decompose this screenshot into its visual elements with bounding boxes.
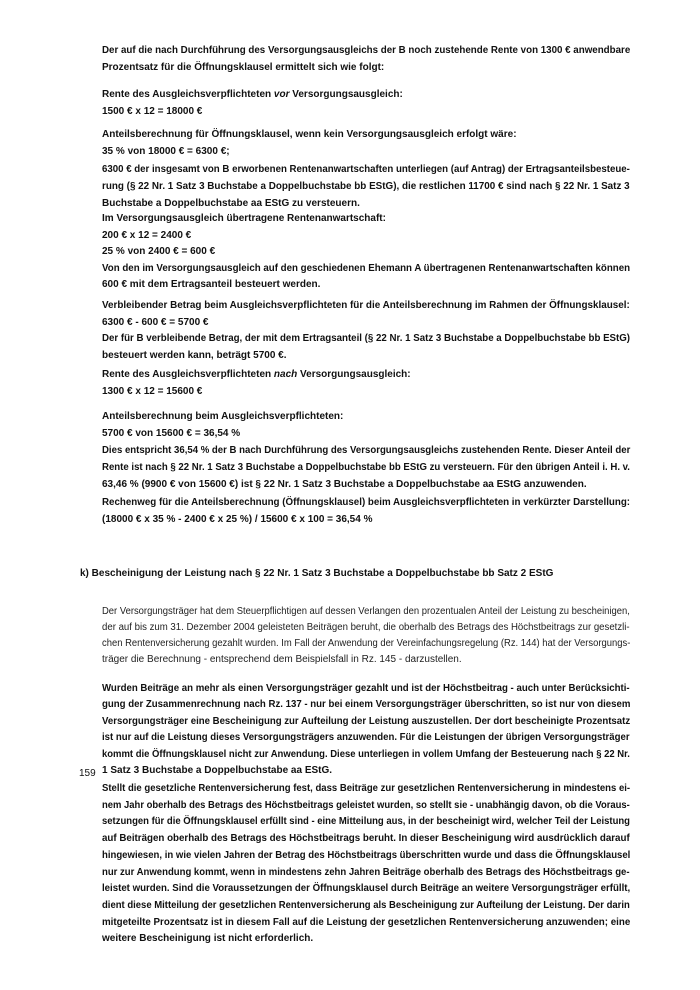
text-segment: Versorgungsausgleich: [289,89,403,100]
text-line: setzungen für die Öffnungsklausel erfüllt sind - eine Mitteilung aus, in der bescheinigt wird, welcher Teil der Leistung [102,816,630,828]
text-line: 6300 € der insgesamt von B erworbenen Rentenanwartschaften unterliegen (auf Antrag) der Ertragsanteilsbesteue- [102,163,630,175]
text-line: 200 € x 12 = 2400 € [102,229,192,241]
text-line: 35 % von 18000 € = 6300 €; [102,146,230,158]
text-line: Buchstabe a Doppelbuchstabe aa EStG zu versteuern. [102,198,360,210]
text-line: dient diese Mitteilung der gesetzlichen Rentenversicherung als Bescheinigung zur Aufteilung der Leistung. Der darin [102,899,630,911]
text-segment: Rente des Ausgleichsverpflichteten [102,89,274,100]
text-line: Prozentsatz für die Öffnungsklausel ermittelt sich wie folgt: [102,62,385,73]
text-line: Stellt die gesetzliche Rentenversicherung fest, dass Beiträge zur gesetzlichen Rentenversicherung in mindestens ei- [102,783,631,794]
text-line: 6300 € - 600 € = 5700 € [102,316,209,328]
text-line: gung der Zusammenrechnung nach Rz. 137 - nur bei einem Versorgungsträger überschritten, so ist nur von diesem [102,699,631,711]
text-line: Dies entspricht 36,54 % der B nach Durchführung des Versorgungsausgleichs zustehenden Rente. Dieser Anteil der [102,445,631,456]
emphasis-text: vor [273,89,290,100]
text-line: (18000 € x 35 % - 2400 € x 25 %) / 15600 € x 100 = 36,54 % [102,513,373,525]
text-line [102,368,411,381]
text-line: Der auf die nach Durchführung des Versorgungsausgleichs der B noch zustehende Rente von 1300 € anwendbare [102,45,631,56]
text-line: Anteilsberechnung beim Ausgleichsverpflichteten: [102,411,344,422]
text-line: 63,46 % (9900 € von 15600 €) ist § 22 Nr. 1 Satz 3 Buchstabe a Doppelbuchstabe aa EStG anzuwenden. [102,479,587,490]
text-line: träger die Berechnung - entsprechend dem Beispielsfall in Rz. 145 - darzustellen. [102,654,462,665]
emphasis-text: nach [273,369,298,380]
text-line: Von den im Versorgungsausgleich auf den geschiedenen Ehemann A übertragenen Rentenanwartschaften können [102,262,631,274]
text-line: mitgeteilte Prozentsatz ist in diesem Fall auf die Leistung der gesetzlichen Rentenversicherung anzuwenden; eine [102,916,631,928]
text-line: 25 % von 2400 € = 600 € [102,246,216,257]
text-line: besteuert werden kann, beträgt 5700 €. [102,350,287,362]
text-line: Wurden Beiträge an mehr als einen Versorgungsträger gezahlt und ist der Höchstbeitrag - auch unter Berücksichti- [102,683,630,694]
text-line: Verbleibender Betrag beim Ausgleichsverpflichteten für die Anteilsberechnung im Rahmen der Öffnungsklausel: [102,300,630,311]
text-line: Im Versorgungsausgleich übertragene Rentenanwartschaft: [102,213,386,224]
text-line: auf Beiträgen oberhalb des Betrags des Höchstbeitrags beruht. In dieser Bescheinigung wird ausdrücklich darauf [102,833,630,845]
text-line: 1 Satz 3 Buchstabe a Doppelbuchstabe aa EStG. [102,765,333,776]
text-line: hingewiesen, in wie vielen Jahren der Betrag des Höchstbeitrags überschritten wurde und dass die Öffnungsklausel [102,849,631,861]
text-line: weitere Bescheinigung ist nicht erforderlich. [102,933,314,945]
text-line [102,88,403,101]
text-line: Der Versorgungsträger hat dem Steuerpflichtigen auf dessen Verlangen den prozentualen Anteil der Leistung zu bescheinigen, [102,606,630,617]
text-line: 1300 € x 12 = 15600 € [102,386,203,397]
text-line: 1500 € x 12 = 18000 € [102,106,203,117]
text-line: nur zur Anwendung kommt, wenn in mindestens zehn Jahren Beiträge oberhalb des Betrags des Höchstbeitrags ge- [102,866,630,878]
text-line: Anteilsberechnung für Öffnungsklausel, wenn kein Versorgungsausgleich erfolgt wäre: [102,129,517,140]
section-heading: k) Bescheinigung der Leistung nach § 22 Nr. 1 Satz 3 Buchstabe a Doppelbuchstabe bb Satz 2 EStG [80,568,554,579]
text-line: chen Rentenversicherung gezahlt wurden. Im Fall der Anwendung der Vereinfachungsregelung (Rz. 144) hat der Versorgungs- [102,638,631,649]
text-line: kommt die Öffnungsklausel nicht zur Anwendung. Diese unterliegen in vollem Umfang der Besteuerung nach § 22 Nr. [102,748,630,760]
text-line: nem Jahr oberhalb des Betrags des Höchstbeitrags geleistet wurden, so stellt sie - unabhängig davon, ob die Voraus- [102,799,630,811]
text-line: 600 € mit dem Ertragsanteil besteuert werden. [102,279,321,290]
margin-number: 159 [79,768,96,779]
text-line: Rente ist nach § 22 Nr. 1 Satz 3 Buchstabe a Doppelbuchstabe bb EStG zu versteuern. Für den übrigen Anteil i. H. v. [102,462,630,473]
text-line: Versorgungsträger eine Bescheinigung zur Aufteilung der Leistung auszustellen. Der dort bescheinigte Prozentsatz [102,715,631,727]
text-segment: Versorgungsausgleich: [297,369,411,380]
text-line: ist nur auf die Leistung dieses Versorgungsträgers anzuwenden. Für die Leistungen der übrigen Versorgungsträger [102,732,630,744]
text-segment: Rente des Ausgleichsverpflichteten [102,369,274,380]
text-line: leistet wurden. Sind die Voraussetzungen der Öffnungsklausel durch Beiträge an weitere Versorgungsträger erfüllt, [102,883,631,895]
text-line: Rechenweg für die Anteilsberechnung (Öffnungsklausel) beim Ausgleichsverpflichteten in verkürzter Darstellung: [102,497,631,508]
text-line: Der für B verbleibende Betrag, der mit dem Ertragsanteil (§ 22 Nr. 1 Satz 3 Buchstabe a Doppelbuchstabe bb EStG) [102,333,631,345]
text-line: der auf bis zum 31. Dezember 2004 geleisteten Beiträgen beruht, die oberhalb des Betrags des Höchstbeitrags zur gesetzli- [102,622,630,633]
text-line: 5700 € von 15600 € = 36,54 % [102,428,241,439]
text-line: rung (§ 22 Nr. 1 Satz 3 Buchstabe a Doppelbuchstabe bb EStG), die restlichen 11700 € sind nach § 22 Nr. 1 Satz 3 [102,180,630,192]
